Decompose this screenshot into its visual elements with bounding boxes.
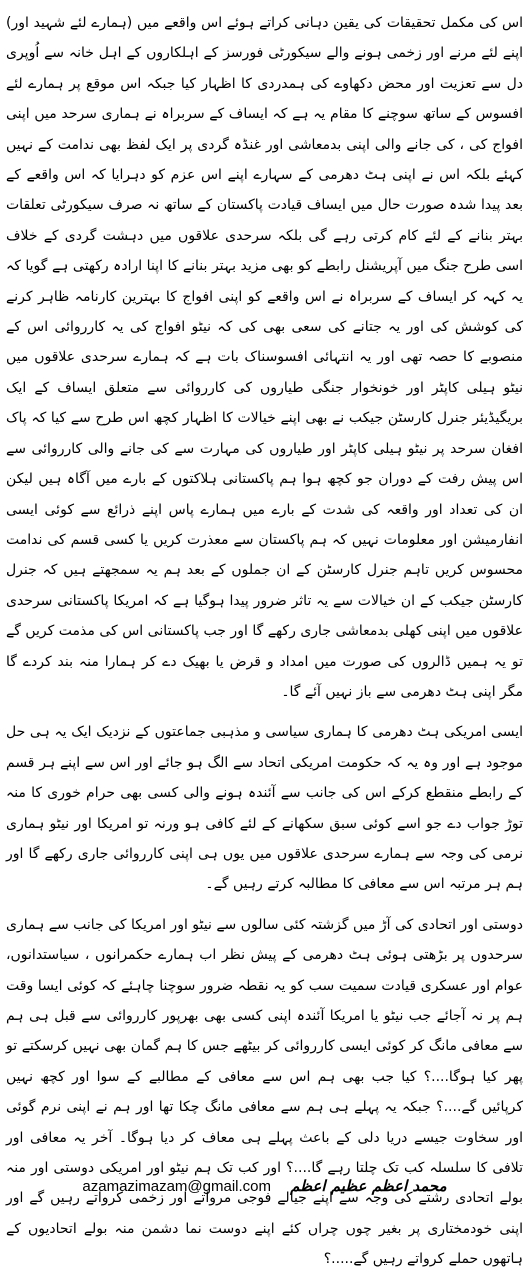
author-email: azamazimazam@gmail.com — [82, 1178, 271, 1195]
author-signature — [0, 1176, 529, 1195]
article-paragraph-3: دوستی اور اتحادی کی آڑ میں گزشتہ کئی سالوں سے نیٹو اور امریکا کی جانب سے ہماری سرحدوں پر بڑھتی ہوئی ہٹ دھرمی کے پیش نظر اب ہمارے حکمرانوں ، سیاستدانوں، عوام اور عسکری قیادت سمیت سب کو یہ نقطہ ضرور سوچنا چاہئے کہ کوئی ایسا وقت ہم پر نہ آجائے جب نیٹو یا امریکا آئندہ اپنی کسی بھی بھرپور کارروائی سے قبل ہی ہم سے معافی مانگ کر کوئی ایسی کارروائی کر بیٹھے جس کا ہم گمان بھی نہیں کرسکتے تو پھر کیا ہوگا....؟ کیا جب بھی ہم اس سے معافی کے مطالبے کے سوا اور کچھ نہیں کرپائیں گے....؟ جبکہ یہ پہلے ہی ہم سے معافی مانگ چکا تھا اور ہم نے اپنی نرم گوئی اور سخاوت جیسے دریا دلی کے باعث پہلے ہی معاف کر دیا ہوگا۔ آخر یہ معافی اور تلافی کا سلسلہ کب تک چلتا رہے گا....؟ اور کب تک ہم نیٹو اور امریکی دوستی اور منہ بولے اتحادی رشتے کی وجہ سے اپنے جیالے فوجی مرواتے اور زخمی کرواتے رہیں گے اور اپنی خودمختاری پر بغیر چوں چراں کئے اپنے دوست نما دشمن منہ بولے اتحادیوں کے ہاتھوں حملے کرواتے رہیں گے.....؟ — [6, 916, 523, 1268]
article-paragraph-2: ایسی امریکی ہٹ دھرمی کا ہماری سیاسی و مذہبی جماعتوں کے نزدیک ایک یہ ہی حل موجود ہے اور وہ یہ کہ حکومت امریکی اتحاد سے الگ ہو جائے اور اس سے اپنے ہر قسم کے رابطے منقطع کرکے اس کی جانب سے آئندہ ہونے والی کسی بھی حرام خوری کا منہ توڑ جواب دے جو اسے کوئی سبق سکھانے کے لئے کافی ہو ورنہ تو امریکا اور نیٹو ہماری نرمی کی وجہ سے ہمارے سرحدی علاقوں میں یوں ہی اپنی کارروائی جاری رکھے گا اور ہم ہر مرتبہ اس سے معافی کا مطالبہ کرتے رہیں گے۔ — [6, 724, 523, 893]
article-body — [6, 8, 523, 1275]
author-name: محمد اعظم عظیم اعظم — [290, 1177, 447, 1195]
article-paragraph-1: اس کی مکمل تحقیقات کی یقین دہانی کراتے ہوئے اس واقعے میں (ہمارے لئے شہید اور) اپنے لئے مرنے اور زخمی ہونے والے سیکورٹی فورسز کے اہلکاروں کے اہل خانہ سے اُوپری دل سے تعزیت اور محض دکھاوے کی ہمدردی کا اظہار کیا جبکہ اس موقع پر ہمارے لئے افسوس کے ساتھ سوچنے کا مقام یہ ہے کہ ایساف کے سربراہ نے ہماری سرحد میں اپنی افواج کی ، کی جانے والی اپنی بدمعاشی اور غنڈہ گردی پر ایک لفظ بھی ندامت کے نہیں کہئے بلکہ اس نے اپنی ہٹ دھرمی کے سہارے اپنے اس عزم کو دہرایا کہ اس واقعے کے بعد پیدا شدہ صورت حال میں ایساف قیادت پاکستان کے ساتھ نہ صرف سیکورٹی تعلقات بہتر بنانے کے لئے کام کرتی رہے گی بلکہ سرحدی علاقوں میں دہشت گردی کے خلاف اسی طرح جنگ میں آپریشنل رابطے کو بھی مزید بہتر بنانے کا اپنا ارادہ رکھتی ہے گویا کہ یہ کہہ کر ایساف کے سربراہ نے اس واقعے کو اپنی افواج کا بہترین کارنامہ ظاہر کرنے کی کوشش کی اور یہ جتانے کی سعی بھی کی کہ نیٹو افواج کی یہ کارروائی اس کے منصوبے کا حصہ تھی اور یہ انتہائی افسوسناک بات ہے کہ ہمارے سرحدی علاقوں میں نیٹو ہیلی کاپٹر اور خونخوار جنگی طیاروں کی کارروائی سے متعلق ایساف کے ایک بریگیڈیئر جنرل کارسٹن جیکب نے بھی اپنے خیالات کا اظہار کچھ اس طرح سے کیا کہ پاک افغان سرحد پر نیٹو ہیلی کاپٹر اور طیاروں کی مہارت سے کی جانے والی کارروائی سے اس پیش رفت کے دوران جو کچھ ہوا ہم پاکستانی ہلاکتوں کے بارے میں آگاہ ہیں لیکن ان کی تعداد اور واقعہ کی شدت کے بارے میں ہمارے پاس اپنے ذرائع سے کوئی ایسی انفارمیشن اور معلومات نہیں کہ ہم پاکستان سے معذرت کریں یا کسی قسم کی ندامت محسوس کریں تاہم جنرل کارسٹن کے ان جملوں کے بعد ہم یہ سمجھتے ہیں کہ جنرل کارسٹن جیکب کے ان خیالات سے یہ تاثر ضرور پیدا ہوگیا ہے کہ امریکا پاکستانی سرحدی علاقوں میں اپنی کھلی بدمعاشی جاری رکھے گا اور جب پاکستانی اس کی مذمت کریں گے تو یہ ہمیں ڈالروں کی صورت میں امداد و قرض یا بھیک دے کر ہمارا منہ بند کردے گا مگر اپنی ہٹ دھرمی سے باز نہیں آئے گا۔ — [6, 15, 523, 700]
